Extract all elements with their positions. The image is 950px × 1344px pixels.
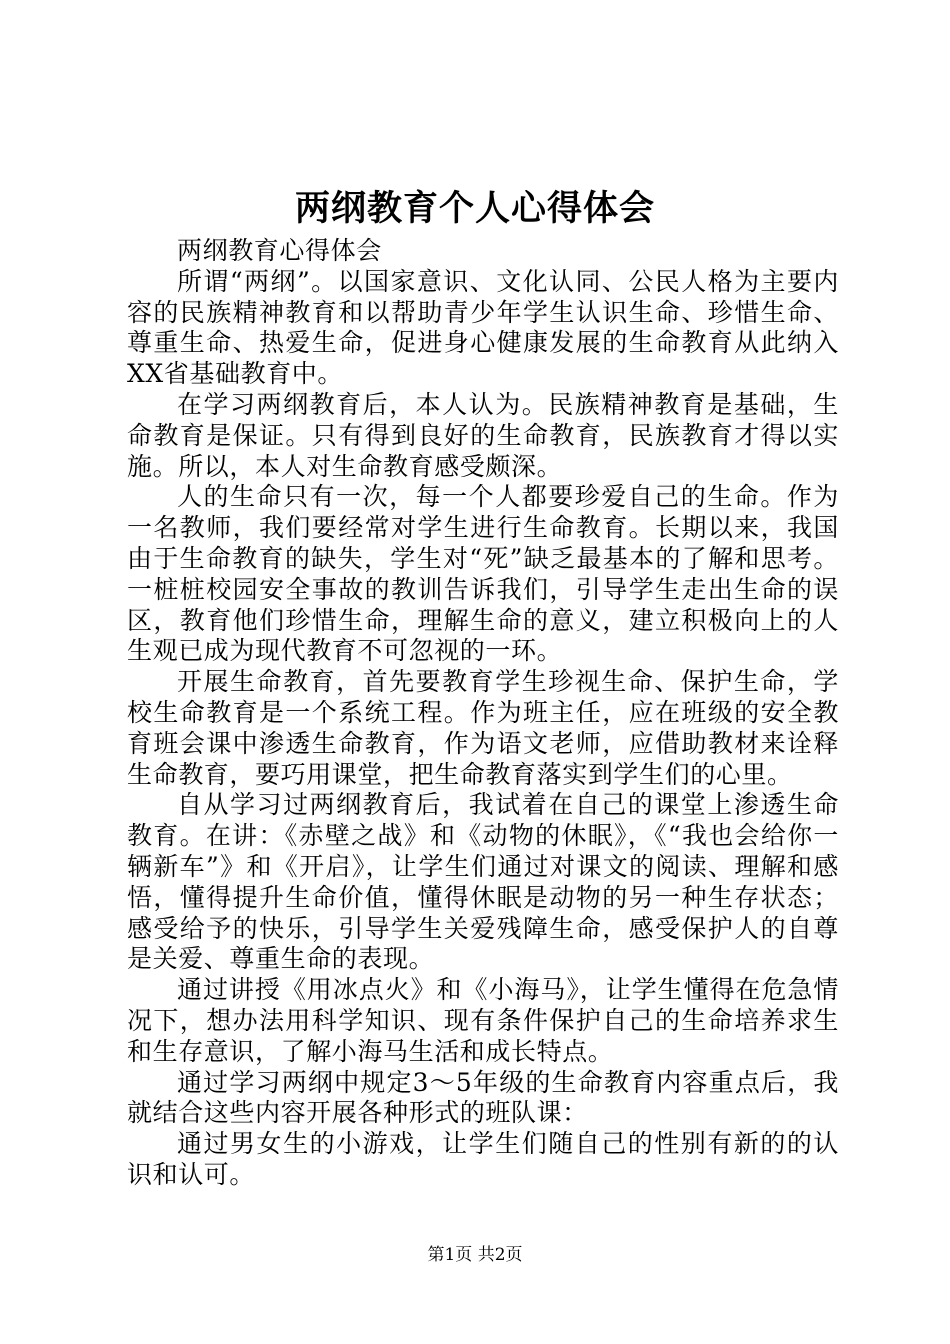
paragraph: 自从学习过两纲教育后，我试着在自己的课堂上渗透生命教育。在讲：《赤壁之战》和《动物的休眠》，《“我也会给你一辆新车”》和《开启》，让学生们通过对课文的阅读、理解和感悟，懂得提升生命价值，懂得休眠是动物的另一种生存状态；感受给予的快乐，引导学生关爱残障生命，感受保护人的自尊是关爱、尊重生命的表现。	[127, 790, 839, 974]
paragraph: 通过男女生的小游戏，让学生们随自己的性别有新的的认识和认可。	[127, 1129, 839, 1189]
paragraph: 人的生命只有一次，每一个人都要珍爱自己的生命。作为一名教师，我们要经常对学生进行生命教育。长期以来，我国由于生命教育的缺失，学生对“死”缺乏最基本的了解和思考。一桩桩校园安全事故的教训告诉我们，引导学生走出生命的误区，教育他们珍惜生命，理解生命的意义，建立积极向上的人生观已成为现代教育不可忽视的一环。	[127, 482, 839, 666]
paragraph: 开展生命教育，首先要教育学生珍视生命、保护生命，学校生命教育是一个系统工程。作为班主任，应在班级的安全教育班会课中渗透生命教育，作为语文老师，应借助教材来诠释生命教育，要巧用课堂，把生命教育落实到学生们的心里。	[127, 667, 839, 789]
paragraph: 通过讲授《用冰点火》和《小海马》，让学生懂得在危急情况下，想办法用科学知识、现有条件保护自己的生命培养求生和生存意识，了解小海马生活和成长特点。	[127, 975, 839, 1066]
page-number-footer: 第1页 共2页	[427, 1245, 523, 1265]
paragraph-subtitle: 两纲教育心得体会	[177, 236, 382, 265]
paragraph: 在学习两纲教育后，本人认为。民族精神教育是基础，生命教育是保证。只有得到良好的生命教育，民族教育才得以实施。所以，本人对生命教育感受颇深。	[127, 389, 839, 481]
paragraph: 通过学习两纲中规定3～5年级的生命教育内容重点后，我就结合这些内容开展各种形式的班队课：	[127, 1067, 839, 1128]
paragraph: 所谓“两纲”。以国家意识、文化认同、公民人格为主要内容的民族精神教育和以帮助青少年学生认识生命、珍惜生命、尊重生命、热爱生命，促进身心健康发展的生命教育从此纳入XX省基础教育中。	[127, 266, 839, 389]
document-title: 两纲教育个人心得体会	[294, 189, 655, 229]
document-body	[127, 236, 839, 1191]
